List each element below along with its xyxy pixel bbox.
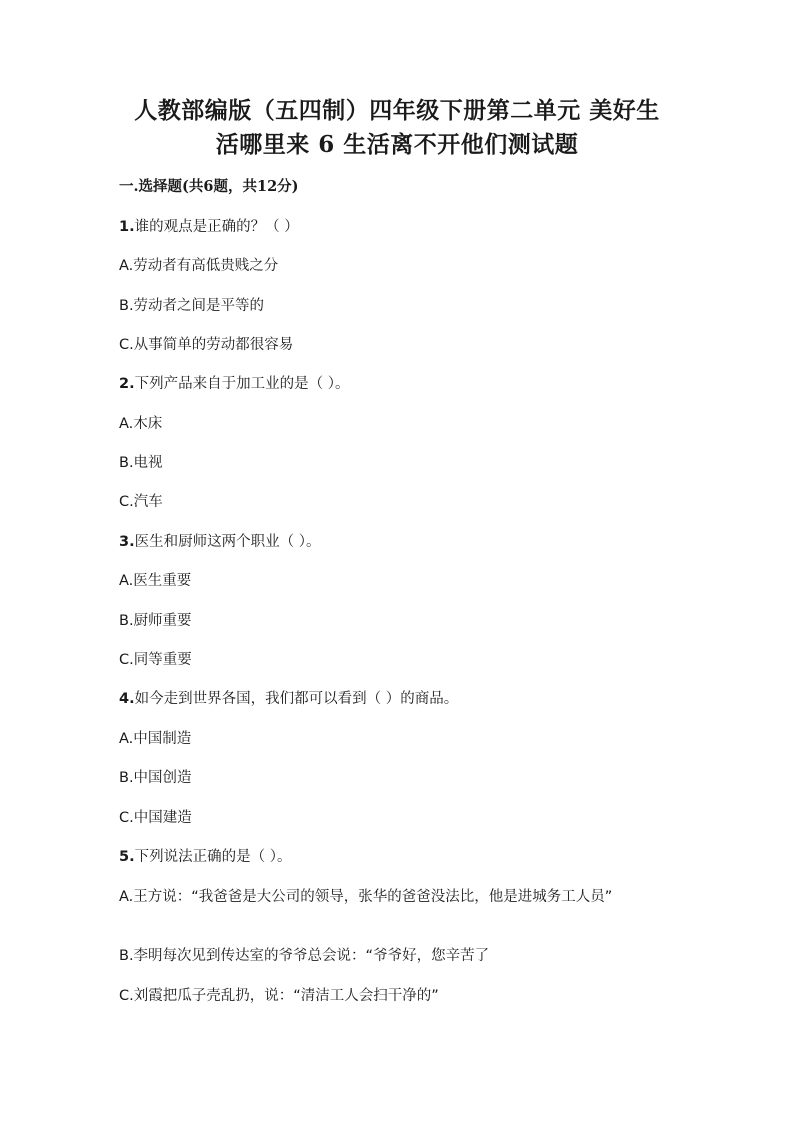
document-title-line-1: 人教部编版（五四制）四年级下册第二单元 美好生 <box>134 97 660 124</box>
question-3-option-a: A.医生重要 <box>119 573 192 589</box>
question-number: 2. <box>119 376 135 392</box>
question-number: 5. <box>119 849 135 865</box>
document-title-line-2: 活哪里来 6 生活离不开他们测试题 <box>215 131 579 158</box>
question-1 <box>119 217 679 237</box>
question-stem: 谁的观点是正确的？（ ） <box>134 219 299 235</box>
question-4-option-b: B.中国创造 <box>119 770 192 786</box>
question-3-option-b: B.厨师重要 <box>119 613 192 629</box>
question-2 <box>119 374 679 394</box>
question-4-option-a: A.中国制造 <box>119 731 192 747</box>
question-5 <box>119 847 679 867</box>
question-4 <box>119 689 679 709</box>
question-2-option-a: A.木床 <box>119 416 163 432</box>
question-number: 1. <box>119 219 135 235</box>
question-5-option-c: C.刘霞把瓜子壳乱扔，说：“清洁工人会扫干净的” <box>119 988 439 1004</box>
question-1-option-c: C.从事简单的劳动都很容易 <box>119 337 294 353</box>
section-heading: 一.选择题(共6题，共12分) <box>119 178 299 195</box>
question-stem: 如今走到世界各国，我们都可以看到（ ）的商品。 <box>134 691 459 707</box>
question-2-option-c: C.汽车 <box>119 494 163 510</box>
question-1-option-a: A.劳动者有高低贵贱之分 <box>119 258 279 274</box>
question-3-option-c: C.同等重要 <box>119 652 192 668</box>
question-5-option-a: A.王方说：“我爸爸是大公司的领导，张华的爸爸没法比，他是进城务工人员” <box>119 889 613 905</box>
question-3 <box>119 532 679 552</box>
question-2-option-b: B.电视 <box>119 455 163 471</box>
question-stem: 下列说法正确的是（ ）。 <box>134 849 292 865</box>
question-1-option-b: B.劳动者之间是平等的 <box>119 298 265 314</box>
question-4-option-c: C.中国建造 <box>119 810 192 826</box>
question-stem: 医生和厨师这两个职业（ ）。 <box>134 534 321 550</box>
question-number: 4. <box>119 691 135 707</box>
question-5-option-b: B.李明每次见到传达室的爷爷总会说：“爷爷好，您辛苦了 <box>119 948 490 964</box>
question-number: 3. <box>119 534 135 550</box>
question-stem: 下列产品来自于加工业的是（ ）。 <box>134 376 350 392</box>
